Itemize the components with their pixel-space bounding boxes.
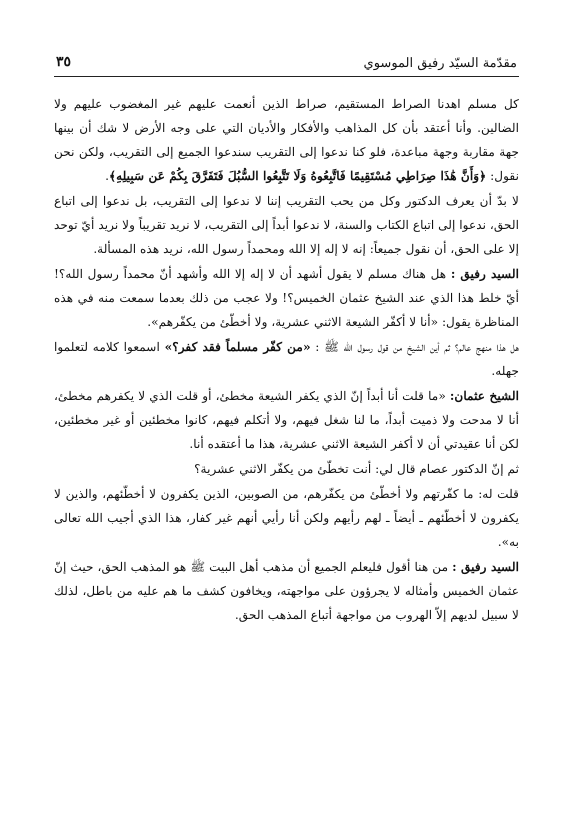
page-header — [54, 50, 519, 77]
speaker-label: الشيخ عثمان: — [449, 389, 520, 403]
paragraph-text: هل هناك مسلم لا يقول أشهد أن لا إله إلا الله وأشهد أنّ محمداً رسول الله؟! أيّ خلط هذا الذي عند الشيخ عثمان الخميس؟! ولا عجب من ذلك بعدما سمعت منه في هذه المناظرة يقول: «أنا لا أكفّر الشيعة الاثني عشرية، ولا أخطّئ من يكفّرهم». — [54, 267, 519, 329]
paragraph — [54, 92, 519, 188]
paragraph-text: كل مسلم اهدنا الصراط المستقيم، صراط الذين أنعمت عليهم غير المغضوب عليهم ولا الضالين. وأنا أعتقد بأن كل المذاهب والأفكار والأديان التي على وجه الأرض لا شك أن بينها جهة مقاربة وجهة مباعدة، فلو كنا ندعوا إلى التقريب سندعوا الجميع إلى التقريب، ولكن نحن نقول: — [54, 97, 519, 183]
hadith-quote: «من كفّر مسلماً فقد كفر؟» — [164, 340, 311, 354]
paragraph-text: من هنا أقول فليعلم الجميع أن مذهب أهل البيت ﷺ هو المذهب الحق، حيث إنّ عثمان الخميس وأمثاله لا يجرؤون على مواجهته، ويخافون كشف ما هم عليه من باطل، لذلك لا سبيل لديهم إلاّ الهروب من مواجهة أتباع المذهب الحق. — [54, 560, 519, 622]
paragraph-text: . — [105, 169, 109, 183]
speaker-label: السيد رفيق : — [450, 267, 519, 281]
paragraph-text: اسمعوا كلامه لتعلموا جهله. — [54, 340, 519, 378]
running-title: مقدّمة السيّد رفيق الموسوي — [363, 56, 517, 71]
speaker-label: السيد رفيق : — [452, 560, 520, 574]
paragraph — [54, 262, 519, 334]
paragraph-text: ثم إنّ الدكتور عصام قال لي: أنت تخطّئ من يكفّر الاثني عشرية؟ — [194, 462, 519, 476]
paragraph — [54, 189, 519, 261]
paragraph — [54, 482, 519, 554]
paragraph-text: هل هذا منهج عالم؟ ثم أين الشيخ من قول رسول الله ﷺ : — [310, 340, 519, 354]
paragraph — [54, 335, 519, 383]
paragraph — [54, 384, 519, 456]
quran-verse: ﴿وَأَنَّ هَٰذَا صِرَاطِي مُسْتَقِيمًا فَاتَّبِعُوهُ وَلَا تَتَّبِعُوا السُّبُلَ فَتَفَرَّقَ بِكُمْ عَن سَبِيلِهِ﴾ — [108, 169, 487, 183]
page-number: ٣٥ — [56, 54, 72, 70]
page-body — [54, 92, 519, 628]
paragraph — [54, 457, 519, 481]
paragraph-text: «ما قلت أنا أبداً إنّ الذي يكفر الشيعة مخطئ، أو قلت الذي لا يكفرهم مخطئ، أنا لا مدحت ولا ذميت أبداً، ما لنا شغل فيهم، ولا أتكلم فيهم، كانوا مخطئين أو غير مخطئين، لكن أنا عقيدتي أن لا أكفر الشيعة الاثني عشرية، هذا ما أعتقده أنا. — [54, 389, 519, 451]
paragraph-text: قلت له: ما كفّرتهم ولا أخطّئ من يكفّرهم، من الصوبين، الذين يكفرون لا أخطّئهم، والذين لا يكفرون لا أخطّئهم ـ أيضاً ـ لهم رأيهم ولكن أنا رأيي أنهم غير كفار، هذا الذي أجيب الله تعالى به». — [54, 487, 519, 549]
paragraph — [54, 555, 519, 627]
paragraph-text: لا بدّ أن يعرف الدكتور وكل من يحب التقريب إننا لا ندعوا إلى التقريب، بل ندعوا إلى اتباع الحق، ندعوا إلى اتباع الكتاب والسنة، لا ندعوا أبداً إلى التقريب، لا نريد تقريباً ولا نريد أيّ توحد إلا على الحق، أن نقول جميعاً: إنه لا إله إلا الله ومحمداً رسول الله، نريد هذه المسألة. — [54, 194, 519, 256]
